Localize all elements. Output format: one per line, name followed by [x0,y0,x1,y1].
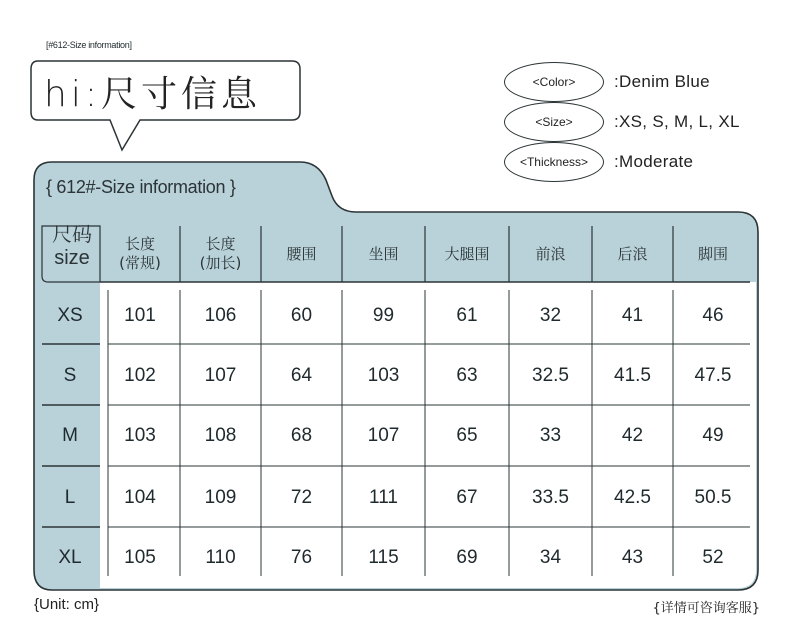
attr-thickness-value: :Moderate [614,152,694,171]
table-cell: 43 [621,547,644,568]
table-cell: 76 [290,547,313,568]
attr-color-label: <Color> [504,62,604,102]
table-cell: 32 [539,305,562,326]
attr-size-value: :XS, S, M, L, XL [614,112,740,131]
table-cell: 110 [205,547,236,568]
table-cell: 106 [204,305,237,326]
col-header-waist: 腰围 [286,244,317,263]
table-cell: 109 [204,487,237,508]
customer-service-note: {详情可咨询客服} [652,601,760,616]
col-header-length-regular [100,226,180,282]
table-cell: 72 [290,487,313,508]
table-cell: 52 [702,547,724,568]
table-cell: 63 [456,365,478,386]
bubble-title: hi:尺寸信息 [44,74,261,115]
col-header-leg-opening: 脚围 [697,244,728,263]
table-cell: 32.5 [532,365,569,386]
attr-thickness-label: <Thickness> [504,142,604,182]
attr-size-label: <Size> [504,102,604,142]
table-cell: 107 [367,425,400,446]
table-cell: 61 [456,305,478,326]
table-cell: 41.5 [614,365,651,386]
size-header-cell [42,222,102,270]
table-cell: 64 [290,365,313,386]
table-cell: 108 [204,425,237,446]
table-cell: 115 [368,547,399,568]
row-label-l: L [64,487,76,508]
table-cell: 102 [124,365,156,386]
attr-color-value: :Denim Blue [614,72,710,91]
col-header-hip: 坐围 [368,244,399,263]
table-cell: 33.5 [532,487,569,508]
col-header-back-rise: 后浪 [617,244,648,263]
table-cell: 103 [367,365,400,386]
size-header-cn: 尺码 [52,222,92,246]
table-cell: 68 [290,425,313,446]
table-cell: 50.5 [694,487,732,508]
table-cell: 33 [539,425,562,446]
table-cell: 49 [702,425,724,446]
table-cell: 67 [456,487,478,508]
row-label-m: M [62,425,78,446]
table-cell: 60 [290,305,313,326]
unit-note: {Unit: cm} [34,596,100,613]
col-header-line2: (常规) [119,254,161,272]
panel-title: { 612#-Size information } [46,177,236,197]
col-header-front-rise: 前浪 [535,244,566,263]
table-cell: 47.5 [694,365,732,386]
table-cell: 42 [621,425,644,446]
table-cell: 99 [372,305,395,326]
row-label-s: S [63,365,77,386]
size-info-tag: [#612-Size information] [46,40,132,50]
table-cell: 105 [124,547,156,568]
col-header-thigh: 大腿围 [444,244,490,263]
table-cell: 65 [456,425,478,446]
table-cell: 103 [124,425,156,446]
table-cell: 104 [124,487,156,508]
table-cell: 46 [702,305,724,326]
row-label-xl: XL [58,547,82,568]
col-header-length-long [180,226,261,282]
size-header-en: size [54,247,90,269]
table-cell: 111 [369,487,398,508]
col-header-line1: 长度 [124,235,155,253]
table-cell: 101 [124,305,156,326]
col-header-line2: (加长) [199,254,242,272]
table-cell: 42.5 [614,487,651,508]
table-cell: 41 [621,305,644,326]
col-header-line1: 长度 [205,235,236,253]
table-cell: 69 [456,547,478,568]
table-cell: 34 [539,547,562,568]
row-label-xs: XS [57,305,83,326]
table-cell: 107 [204,365,237,386]
